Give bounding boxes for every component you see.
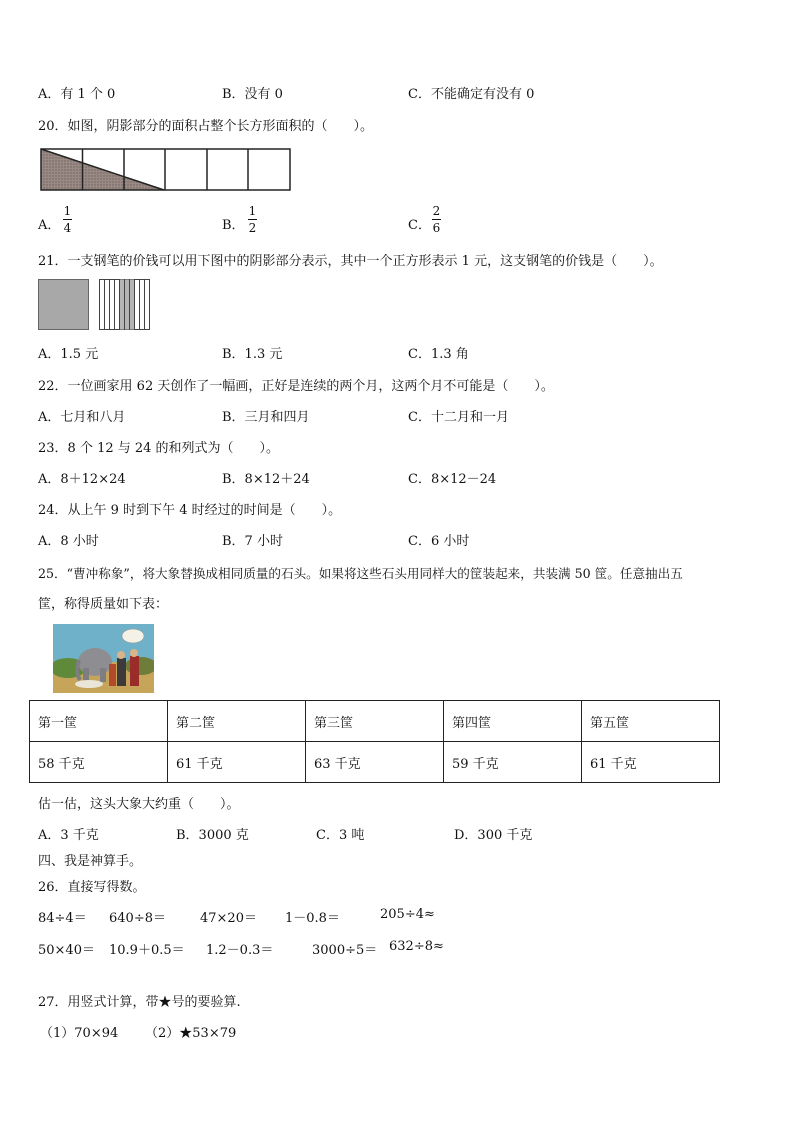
q23-stem: 23．8 个 12 与 24 的和列式为（ ）。: [38, 441, 280, 456]
q23-option-a: A．8＋12×24: [38, 472, 126, 487]
q20-option-a-label: A．: [38, 218, 61, 233]
table-cell: 59 千克: [444, 742, 582, 783]
q25-mass-table: [29, 700, 720, 783]
q26-row1-item: 1－0.8＝: [285, 911, 340, 926]
q20-rectangle-figure: [40, 148, 292, 192]
q24-stem: 24．从上午 9 时到下午 4 时经过的时间是（ ）。: [38, 503, 342, 518]
q20-option-c-fraction: 2 6: [432, 204, 441, 235]
q21-stem: 21．一支钢笔的价钱可以用下图中的阴影部分表示，其中一个正方形表示 1 元，这支钢笔的价钱是（ ）。: [38, 254, 663, 269]
q27-item-1: （1）70×94: [40, 1026, 119, 1041]
q26-row1-item: 84÷4＝: [38, 911, 87, 926]
q22-option-b: B．三月和四月: [222, 410, 310, 425]
q20-stem: 20．如图，阴影部分的面积占整个长方形面积的（ ）。: [38, 119, 374, 134]
q25-question: 估一估，这头大象大约重（ ）。: [38, 797, 240, 812]
q25-option-d: D．300 千克: [454, 828, 533, 843]
q26-row2-item: 3000÷5＝: [312, 943, 378, 958]
q21-full-square: [38, 279, 89, 330]
q26-row1-item: 47×20＝: [200, 911, 257, 926]
q20-option-b-fraction: 1 2: [248, 204, 257, 235]
q26-row1-item: 205÷4≈: [380, 907, 435, 922]
q24-option-a: A．8 小时: [38, 534, 99, 549]
table-header-cell: 第二筐: [168, 701, 306, 742]
q21-option-c: C．1.3 角: [408, 347, 469, 362]
q19-option-c: C．不能确定有没有 0: [408, 87, 535, 102]
table-cell: 61 千克: [168, 742, 306, 783]
q22-option-c: C．十二月和一月: [408, 410, 509, 425]
q19-option-a: A．有 1 个 0: [38, 87, 116, 102]
q24-option-c: C．6 小时: [408, 534, 470, 549]
q20-option-a-fraction: 1 4: [63, 204, 72, 235]
q27-stem: 27．用竖式计算，带★号的要验算.: [38, 995, 241, 1010]
table-cell: 61 千克: [582, 742, 720, 783]
q25-stem-line2: 筐，称得质量如下表：: [38, 597, 169, 612]
table-row: [30, 701, 720, 742]
q25-option-b: B．3000 克: [176, 828, 249, 843]
q23-option-c: C．8×12－24: [408, 472, 497, 487]
q25-stem-line1: 25．“曹冲称象”，将大象替换成相同质量的石头。如果将这些石头用同样大的筐装起来，共装满 50 筐。任意抽出五: [38, 566, 683, 581]
q26-row2-item: 1.2－0.3＝: [206, 943, 274, 958]
q22-option-a: A．七月和八月: [38, 410, 126, 425]
q26-row2-item: 10.9＋0.5＝: [109, 943, 185, 958]
q26-row1-item: 640÷8＝: [109, 911, 166, 926]
table-header-cell: 第一筐: [30, 701, 168, 742]
q26-stem: 26．直接写得数。: [38, 880, 146, 895]
cao-chong-weighs-elephant-illustration: [53, 624, 154, 693]
q20-option-c-label: C．: [408, 218, 431, 233]
section-4-title: 四、我是神算手。: [38, 854, 143, 869]
q27-item-2: （2）★53×79: [145, 1026, 237, 1041]
table-row: [30, 742, 720, 783]
q22-stem: 22．一位画家用 62 天创作了一幅画，正好是连续的两个月，这两个月不可能是（ ）。: [38, 379, 554, 394]
q26-row2-item: 632÷8≈: [389, 939, 444, 954]
table-header-cell: 第三筐: [306, 701, 444, 742]
q21-option-a: A．1.5 元: [38, 347, 99, 362]
q25-option-a: A．3 千克: [38, 828, 99, 843]
q19-option-b: B．没有 0: [222, 87, 283, 102]
q26-row2-item: 50×40＝: [38, 943, 95, 958]
q25-option-c: C．3 吨: [316, 828, 365, 843]
table-cell: 63 千克: [306, 742, 444, 783]
q21-option-b: B．1.3 元: [222, 347, 283, 362]
table-header-cell: 第五筐: [582, 701, 720, 742]
table-cell: 58 千克: [30, 742, 168, 783]
q24-option-b: B．7 小时: [222, 534, 283, 549]
q20-option-b-label: B．: [222, 218, 245, 233]
q21-striped-square: [99, 279, 150, 330]
q23-option-b: B．8×12＋24: [222, 472, 310, 487]
table-header-cell: 第四筐: [444, 701, 582, 742]
